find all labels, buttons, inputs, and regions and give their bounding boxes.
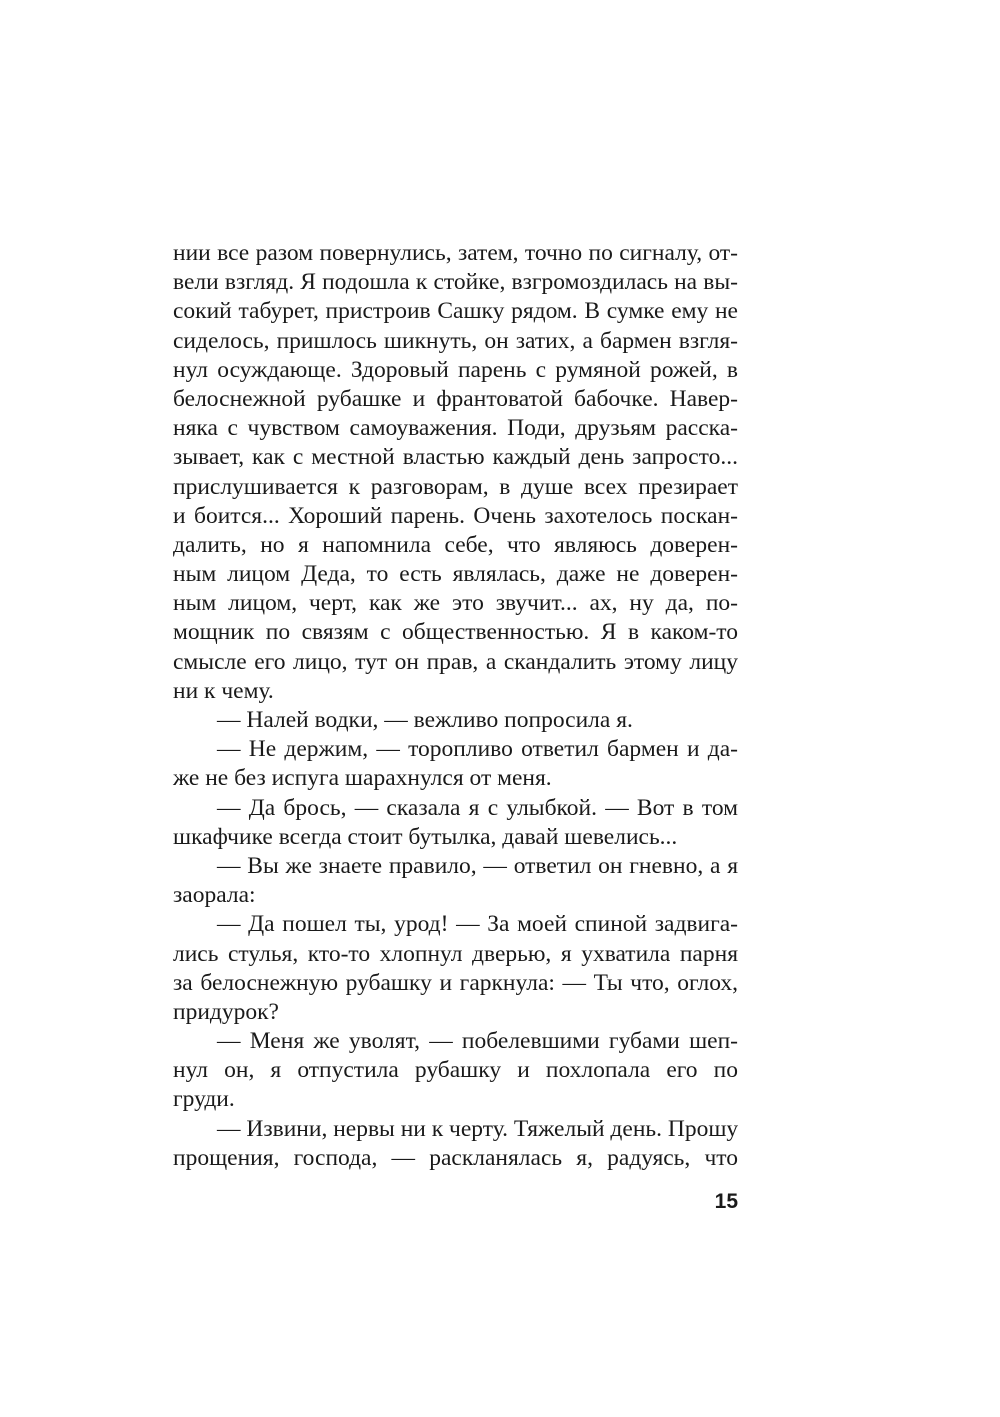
text-line: — Вы же знаете правило, — ответил он гневно, а я — [217, 852, 738, 879]
text-line: придурок? — [173, 998, 279, 1025]
text-line: и боится... Хороший парень. Очень захотелось поскан- — [173, 502, 738, 529]
text-line: белоснежной рубашке и франтоватой бабочке. Навер- — [173, 385, 738, 412]
text-line: нии все разом повернулись, затем, точно по сигналу, от- — [173, 240, 738, 266]
text-line: же не без испуга шарахнулся от меня. — [173, 765, 552, 792]
text-line: мощник по связям с общественностью. Я в каком-то — [173, 619, 738, 646]
text-line: смысле его лицо, тут он прав, а скандалить этому лицу — [173, 648, 738, 675]
text-line: сиделось, пришлось шикнуть, он затих, а бармен взгля- — [173, 327, 738, 354]
text-line: за белоснежную рубашку и гаркнула: — Ты что, оглох, — [173, 969, 738, 996]
text-line: сокий табурет, пристроив Сашку рядом. В сумке ему не — [173, 298, 738, 325]
text-line: — Не держим, — торопливо ответил бармен и да- — [217, 736, 738, 763]
text-line: лись стулья, кто-то хлопнул дверью, я ухватила парня — [173, 940, 738, 967]
text-line: — Да брось, — сказала я с улыбкой. — Вот в том — [217, 794, 738, 821]
text-line: далить, но я напомнила себе, что являюсь доверен- — [173, 531, 738, 558]
text-line: вели взгляд. Я подошла к стойке, взгромоздилась на вы- — [173, 269, 738, 296]
text-line: прощения, господа, — раскланялась я, радуясь, что — [173, 1144, 738, 1171]
text-line: — Меня же уволят, — побелевшими губами шеп- — [217, 1028, 738, 1055]
text-line: груди. — [173, 1086, 235, 1113]
text-line: заорала: — [173, 882, 256, 909]
text-line: прислушивается к разговорам, в душе всех презирает — [173, 473, 738, 500]
text-line: нул он, я отпустила рубашку и похлопала его по — [173, 1057, 738, 1084]
text-line: нул осуждающе. Здоровый парень с румяной рожей, в — [173, 356, 738, 383]
page-number: 15 — [714, 1190, 738, 1213]
text-line: ным лицом Деда, то есть являлась, даже не доверен- — [173, 561, 738, 588]
text-line: ным лицом, черт, как же это звучит... ах, ну да, по- — [173, 590, 738, 617]
text-line: няка с чувством самоуважения. Поди, друзьям расска- — [173, 415, 738, 442]
text-line: зывает, как с местной властью каждый день запросто... — [173, 444, 738, 471]
text-line: — Налей водки, — вежливо попросила я. — [217, 707, 633, 733]
text-line: — Да пошел ты, урод! — За моей спиной задвига- — [217, 911, 738, 938]
text-line: шкафчике всегда стоит бутылка, давай шевелись... — [173, 823, 678, 850]
text-line: — Извини, нервы ни к черту. Тяжелый день. Прошу — [217, 1115, 739, 1142]
body-text — [173, 239, 738, 1173]
text-line: ни к чему. — [173, 677, 274, 704]
